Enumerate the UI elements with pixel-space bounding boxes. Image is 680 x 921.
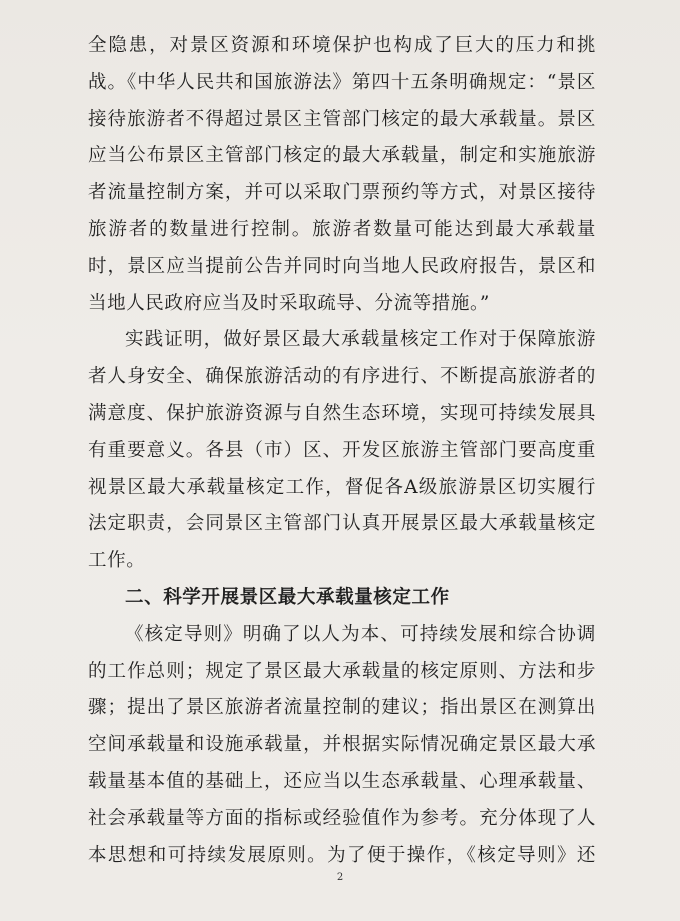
text-line: 者人身安全、确保旅游活动的有序进行、不断提高旅游者的 [88, 366, 596, 388]
text-line: 法定职责，会同景区主管部门认真开展景区最大承载量核定 [88, 513, 596, 535]
text-line: 接待旅游者不得超过景区主管部门核定的最大承载量。景区 [88, 108, 596, 130]
text-line: 旅游者的数量进行控制。旅游者数量可能达到最大承载量 [88, 218, 596, 240]
text-line: 骤；提出了景区旅游者流量控制的建议；指出景区在测算出 [88, 697, 596, 719]
text-line: 本思想和可持续发展原则。为了便于操作，《核定导则》还 [88, 844, 596, 866]
text-line: 工作。 [88, 550, 146, 572]
paragraph-first-line: 实践证明，做好景区最大承载量核定工作对于保障旅游 [125, 329, 596, 351]
text-line: 战。《中华人民共和国旅游法》第四十五条明确规定：“景区 [88, 71, 596, 93]
text-line: 时，景区应当提前公告并同时向当地人民政府报告，景区和 [88, 255, 596, 277]
document-body [88, 28, 596, 874]
text-line: 满意度、保护旅游资源与自然生态环境，实现可持续发展具 [88, 402, 596, 424]
text-line: 社会承载量等方面的指标或经验值作为参考。充分体现了人 [88, 807, 596, 829]
text-line: 全隐患，对景区资源和环境保护也构成了巨大的压力和挑 [88, 35, 596, 56]
text-line: 空间承载量和设施承载量，并根据实际情况确定景区最大承 [88, 734, 596, 756]
text-line: 视景区最大承载量核定工作，督促各A级旅游景区切实履行 [88, 476, 596, 498]
text-line: 有重要意义。各县（市）区、开发区旅游主管部门要高度重 [88, 439, 596, 461]
page-number: 2 [336, 872, 344, 883]
text-line: 载量基本值的基础上，还应当以生态承载量、心理承载量、 [88, 770, 596, 792]
text-line: 应当公布景区主管部门核定的最大承载量，制定和实施旅游 [88, 145, 596, 167]
text-line: 者流量控制方案，并可以采取门票预约等方式，对景区接待 [88, 182, 596, 204]
text-line: 的工作总则；规定了景区最大承载量的核定原则、方法和步 [88, 660, 596, 682]
section-heading: 二、科学开展景区最大承载量核定工作 [125, 586, 450, 608]
paragraph-first-line: 《核定导则》明确了以人为本、可持续发展和综合协调 [125, 623, 596, 645]
text-line: 当地人民政府应当及时采取疏导、分流等措施。” [88, 292, 490, 314]
